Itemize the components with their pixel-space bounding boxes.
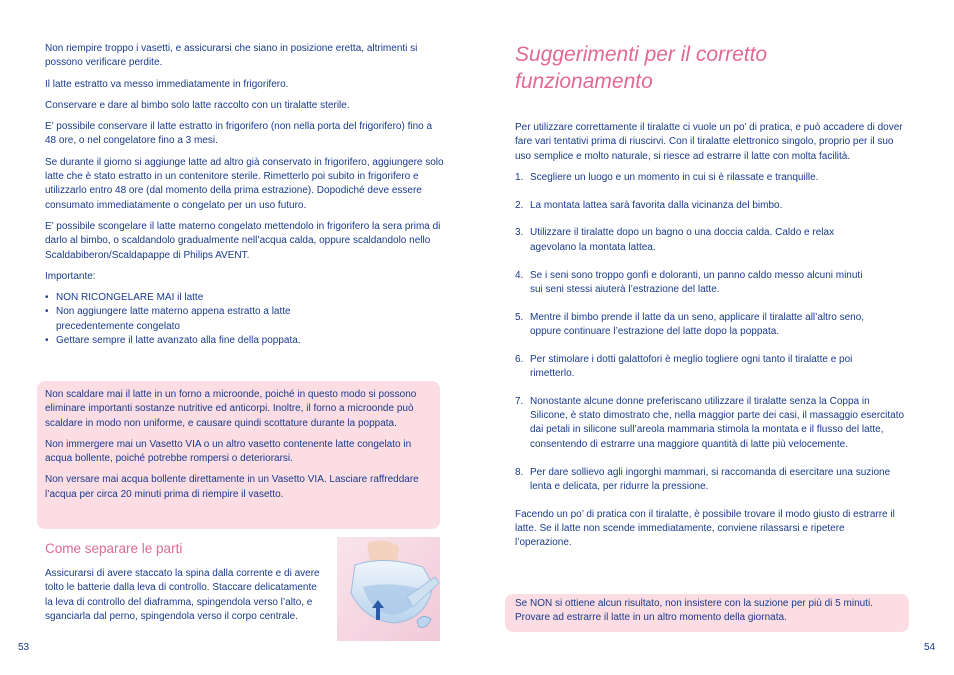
step-number: 5. — [515, 311, 524, 323]
step-text: Se i seni sono troppo gonfi e doloranti, un panno caldo messo alcuni minuti sui seni stessi aiuterà l’estrazione del latte. — [530, 269, 863, 295]
left-page-content — [45, 42, 445, 348]
step-number: 8. — [515, 466, 524, 478]
list-item — [515, 269, 875, 298]
step-text: Per stimolare i dotti galattofori è meglio togliere ogni tanto il tiralatte e poi rimetterlo. — [530, 353, 853, 380]
list-item — [515, 466, 895, 495]
list-item — [515, 226, 875, 255]
list-item: • Non aggiungere latte materno appena estratto a latte precedentemente congelato — [45, 305, 325, 334]
list-item — [515, 171, 910, 185]
paragraph: Il latte estratto va messo immediatamente in frigorifero. — [45, 78, 289, 90]
list-item: • Gettare sempre il latte avanzato alla fine della poppata. — [45, 334, 445, 348]
page-number: 54 — [924, 642, 936, 653]
warning-text: Non scaldare mai il latte in un forno a microonde, poiché in questo modo si possono eliminare importanti sostanze nutritive ed anticorpi. Inoltre, il forno a microonde può scaldare in modo non uniforme, e causare quindi scottature durante la poppata. — [45, 389, 417, 429]
step-text: Per dare sollievo agli ingorghi mammari, si raccomanda di esercitare una suzione lenta e delicata, per ridurre la pressione. — [530, 466, 891, 492]
step-number: 1. — [515, 171, 524, 183]
step-text: Nonostante alcune donne preferiscano utilizzare il tiralatte senza la Coppa in Silicone, è stato dimostrato che, nella maggior parte dei casi, il massaggio esercitato dai petali in silicone sull’areola mammaria stimola la montata e il flusso del latte, consentendo di estrarre una maggiore quantità di latte più velocemente. — [530, 395, 905, 450]
tip-box — [505, 594, 909, 632]
list-item — [515, 395, 907, 452]
step-text: Mentre il bimbo prende il latte da un seno, applicare il tiralatte all’altro seno, oppure continuare l’estrazione del latte dopo la poppata. — [530, 311, 865, 337]
arrow-up-icon — [371, 599, 385, 621]
page-title: Suggerimenti per il corretto funzionamento — [515, 43, 768, 93]
warning-box — [37, 381, 440, 529]
paragraph: E’ possibile scongelare il latte materno congelato mettendolo in frigorifero la sera prima di darlo al bimbo, o scaldandolo gradualmente nell’acqua calda, oppure scaldandolo nello Scaldabiberon/Scaldapappe di Philips AVENT. — [45, 220, 441, 261]
step-number: 7. — [515, 395, 524, 407]
right-page-content — [515, 40, 910, 551]
step-number: 3. — [515, 227, 524, 239]
section-title: Come separare le parti — [45, 541, 183, 556]
step-number: 2. — [515, 199, 524, 211]
pump-parts-photo — [337, 537, 440, 641]
step-text: La montata lattea sarà favorita dalla vicinanza del bimbo. — [530, 199, 783, 211]
intro-paragraph: Per utilizzare correttamente il tiralatte ci vuole un po’ di pratica, e può accadere di dover fare vari tentativi prima di riuscirvi. Con il tiralatte elettronico singolo, proprio per il suo uso semplice e molto naturale, si riesce ad estrarre il latte con molta facilità. — [515, 122, 903, 162]
paragraph: E’ possibile conservare il latte estratto in frigorifero (non nella porta del frigorifero) fino a 48 ore, o nel congelatore fino a 3 mesi. — [45, 121, 433, 147]
important-label: Importante: — [45, 270, 96, 282]
step-text: Utilizzare il tiralatte dopo un bagno o una doccia calda. Caldo e relax agevolano la montata lattea. — [530, 227, 835, 253]
section-text: Assicurarsi di avere staccato la spina dalla corrente e di avere tolto le batterie dalla leva di controllo. Staccare delicatamente la leva di controllo del diaframma, spingendola verso l’alto, e sganciarla dal perno, spingendola verso il corpo centrale. — [45, 568, 320, 622]
warning-text: Non versare mai acqua bollente direttamente in un Vasetto VIA. Lasciare raffreddare l’acqua per circa 20 minuti prima di riempire il vasetto. — [45, 474, 419, 500]
step-number: 6. — [515, 353, 524, 365]
paragraph: Non riempire troppo i vasetti, e assicurarsi che siano in posizione eretta, altrimenti si possono verificare perdite. — [45, 43, 418, 69]
list-item — [515, 199, 910, 213]
page-number: 53 — [18, 642, 30, 653]
closing-paragraph: Facendo un po’ di pratica con il tiralatte, è possibile trovare il modo giusto di estrarre il latte. Se il latte non scende immediatamente, conviene rilassarsi e ripetere l’operazione. — [515, 508, 895, 549]
list-item — [515, 353, 885, 382]
important-list — [45, 291, 445, 348]
list-item: • NON RICONGELARE MAI il latte — [45, 291, 445, 305]
steps-list — [515, 171, 910, 494]
step-text: Scegliere un luogo e un momento in cui si è rilassate e tranquille. — [530, 171, 819, 183]
paragraph: Conservare e dare al bimbo solo latte raccolto con un tiralatte sterile. — [45, 99, 350, 111]
tip-text: Se NON si ottiene alcun risultato, non insistere con la suzione per più di 5 minuti. Provare ad estrarre il latte in un altro momento della giornata. — [515, 598, 873, 624]
pump-parts-illustration — [337, 537, 440, 641]
list-item — [515, 311, 890, 340]
paragraph: Se durante il giorno si aggiunge latte ad altro già conservato in frigorifero, aggiungere solo latte che è stato estratto in un contenitore sterile. Rimetterlo poi subito in frigorifero e utilizzarlo entro 48 ore (dal momento della prima estrazione). Dopodiché deve essere consumato immediatamente o congelato per un uso futuro. — [45, 156, 444, 211]
warning-text: Non immergere mai un Vasetto VIA o un altro vasetto contenente latte congelato in acqua bollente, poiché potrebbe rompersi o deteriorarsi. — [45, 438, 412, 465]
step-number: 4. — [515, 269, 524, 281]
